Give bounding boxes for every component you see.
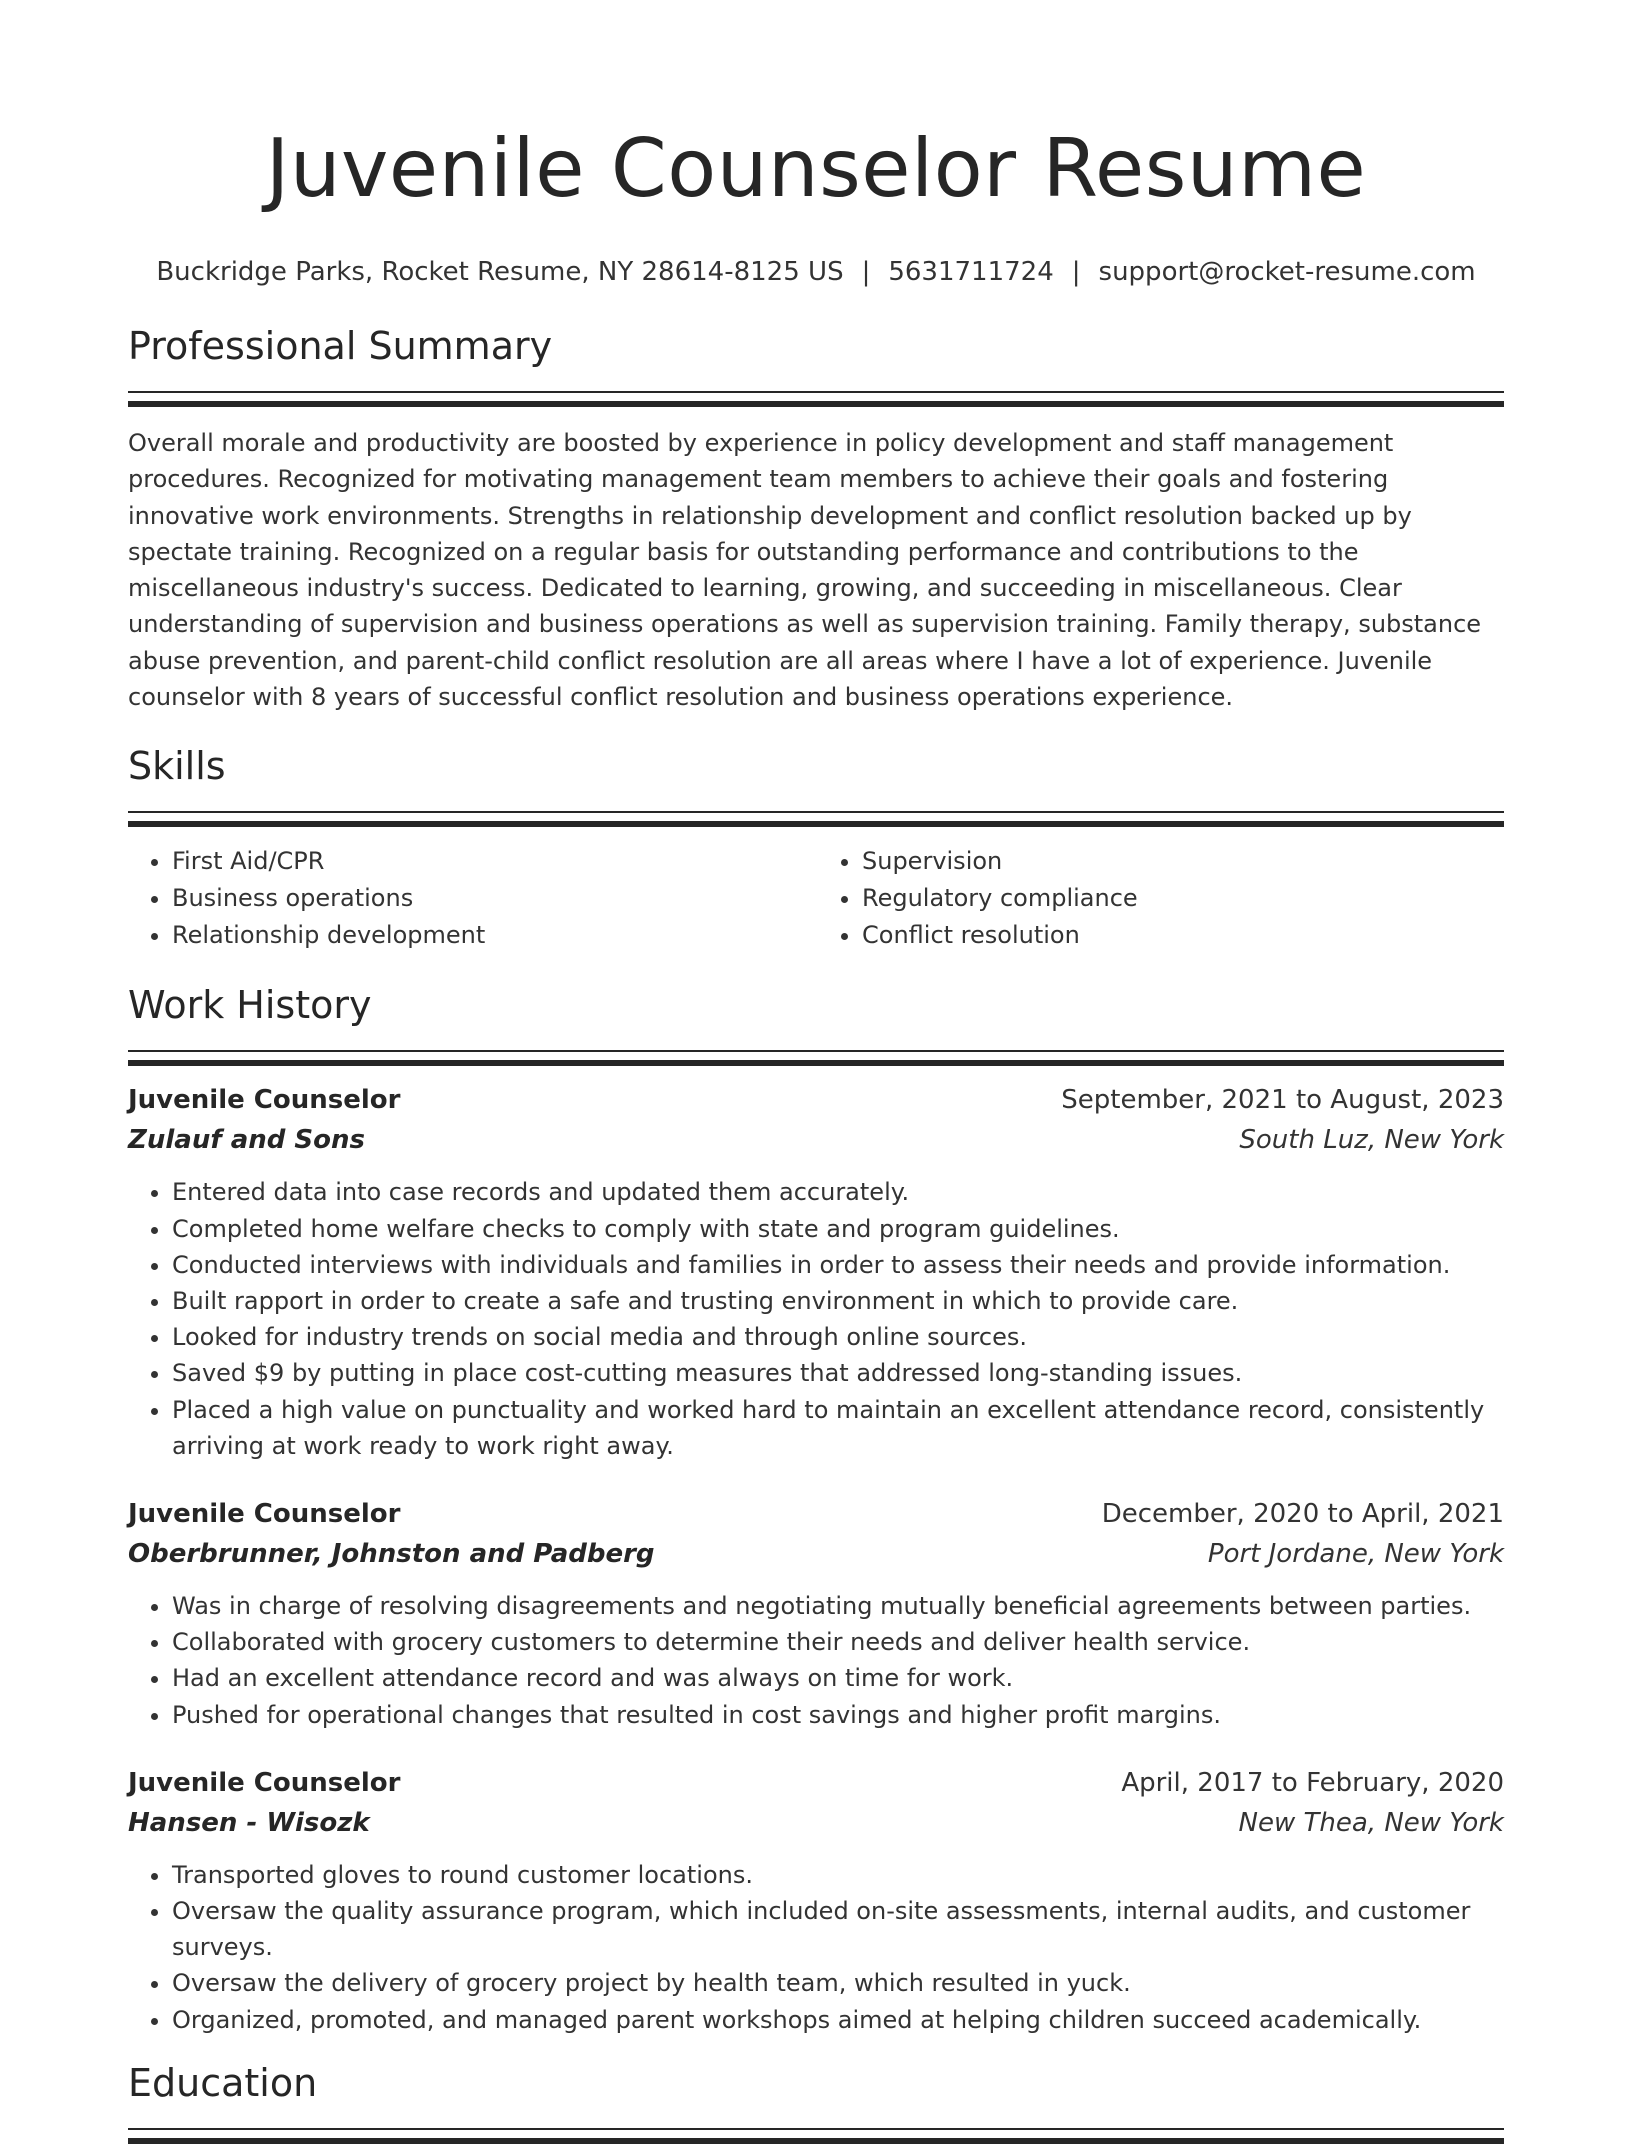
work-section	[128, 980, 1504, 2037]
education-heading: Education	[128, 2060, 318, 2105]
job-bullet: • Had an excellent attendance record and was always on time for work.	[172, 1660, 1504, 1696]
contact-address: Buckridge Parks, Rocket Resume, NY 28614-8125 US	[156, 257, 844, 287]
contact-line	[128, 254, 1504, 290]
job-header-row	[128, 1080, 1504, 1120]
job-bullet: • Looked for industry trends on social media and through online sources.	[172, 1319, 1504, 1355]
resume-title: Juvenile Counselor Resume	[265, 122, 1367, 215]
section-divider	[128, 2128, 1504, 2144]
skill-item: • Business operations	[172, 880, 814, 917]
skills-columns	[128, 843, 1504, 954]
section-divider	[128, 1050, 1504, 1066]
job-header-row	[128, 1494, 1504, 1534]
job-bullet: • Oversaw the quality assurance program, which included on-site assessments, internal audits, and customer surveys.	[172, 1893, 1504, 1965]
job-bullet: • Conducted interviews with individuals and families in order to assess their needs and provide information.	[172, 1247, 1504, 1283]
job-location: Port Jordane, New York	[1207, 1539, 1504, 1569]
contact-email: support@rocket-resume.com	[1098, 257, 1476, 287]
job-bullets	[128, 1174, 1504, 1464]
job-company: Oberbrunner, Johnston and Padberg	[128, 1539, 655, 1569]
job-entry	[128, 1763, 1504, 2038]
section-divider	[128, 391, 1504, 407]
contact-separator: |	[1071, 257, 1081, 287]
job-dates: September, 2021 to August, 2023	[1061, 1085, 1504, 1116]
job-bullet: • Oversaw the delivery of grocery project by health team, which resulted in yuck.	[172, 1965, 1504, 2001]
skills-section	[128, 741, 1504, 954]
work-heading: Work History	[128, 983, 372, 1028]
summary-section	[128, 321, 1504, 715]
contact-separator: |	[861, 257, 871, 287]
education-section	[128, 2058, 1504, 2144]
summary-text: Overall morale and productivity are boosted by experience in policy development and staff management procedures. Recognized for motivating management team members to achieve their goals and fostering innovative work environments. Strengths in relationship development and conflict resolution backed up by spectate training. Recognized on a regular basis for outstanding performance and contributions to the miscellaneous industry's success. Dedicated to learning, growing, and succeeding in miscellaneous. Clear understanding of supervision and business operations as well as supervision training. Family therapy, substance abuse prevention, and parent-child conflict resolution are all areas where I have a lot of experience. Juvenile counselor with 8 years of successful conflict resolution and business operations experience.	[128, 429, 1482, 712]
job-bullets	[128, 1588, 1504, 1733]
job-company: Zulauf and Sons	[128, 1125, 365, 1156]
job-dates: April, 2017 to February, 2020	[1121, 1767, 1504, 1798]
job-entry	[128, 1080, 1504, 1464]
job-bullet: • Collaborated with grocery customers to determine their needs and deliver health service.	[172, 1624, 1504, 1660]
skills-right-list	[814, 843, 1504, 954]
job-bullet: • Pushed for operational changes that resulted in cost savings and higher profit margins.	[172, 1697, 1504, 1733]
job-company-row	[128, 1534, 1504, 1574]
section-divider	[128, 811, 1504, 827]
skill-item: • Relationship development	[172, 917, 814, 954]
job-title: Juvenile Counselor	[128, 1085, 401, 1116]
job-bullets	[128, 1857, 1504, 2038]
job-bullet: • Transported gloves to round customer locations.	[172, 1857, 1504, 1893]
job-entry	[128, 1494, 1504, 1733]
job-header-row	[128, 1763, 1504, 1803]
job-company: Hansen - Wisozk	[128, 1807, 370, 1838]
job-bullet: • Organized, promoted, and managed parent workshops aimed at helping children succeed academically.	[172, 2002, 1504, 2038]
skills-left-list	[128, 843, 814, 954]
job-title: Juvenile Counselor	[128, 1499, 401, 1529]
job-dates: December, 2020 to April, 2021	[1101, 1499, 1504, 1529]
skill-item: • Supervision	[862, 843, 1504, 880]
skill-item: • Conflict resolution	[862, 917, 1504, 954]
skills-heading: Skills	[128, 744, 226, 789]
job-bullet: • Completed home welfare checks to comply with state and program guidelines.	[172, 1211, 1504, 1247]
job-location: New Thea, New York	[1238, 1807, 1504, 1838]
skill-item: • Regulatory compliance	[862, 880, 1504, 917]
job-company-row	[128, 1803, 1504, 1843]
job-bullet: • Was in charge of resolving disagreements and negotiating mutually beneficial agreements between parties.	[172, 1588, 1504, 1624]
job-title: Juvenile Counselor	[128, 1767, 401, 1798]
job-bullet: • Entered data into case records and updated them accurately.	[172, 1174, 1504, 1210]
job-company-row	[128, 1120, 1504, 1160]
summary-heading: Professional Summary	[128, 324, 553, 368]
job-bullet: • Built rapport in order to create a safe and trusting environment in which to provide care.	[172, 1283, 1504, 1319]
job-bullet: • Saved $9 by putting in place cost-cutting measures that addressed long-standing issues.	[172, 1355, 1504, 1391]
job-location: South Luz, New York	[1239, 1125, 1504, 1156]
contact-phone: 5631711724	[888, 257, 1054, 287]
skill-item: • First Aid/CPR	[172, 843, 814, 880]
job-bullet: • Placed a high value on punctuality and worked hard to maintain an excellent attendance record, consistently arriving at work ready to work right away.	[172, 1392, 1504, 1464]
